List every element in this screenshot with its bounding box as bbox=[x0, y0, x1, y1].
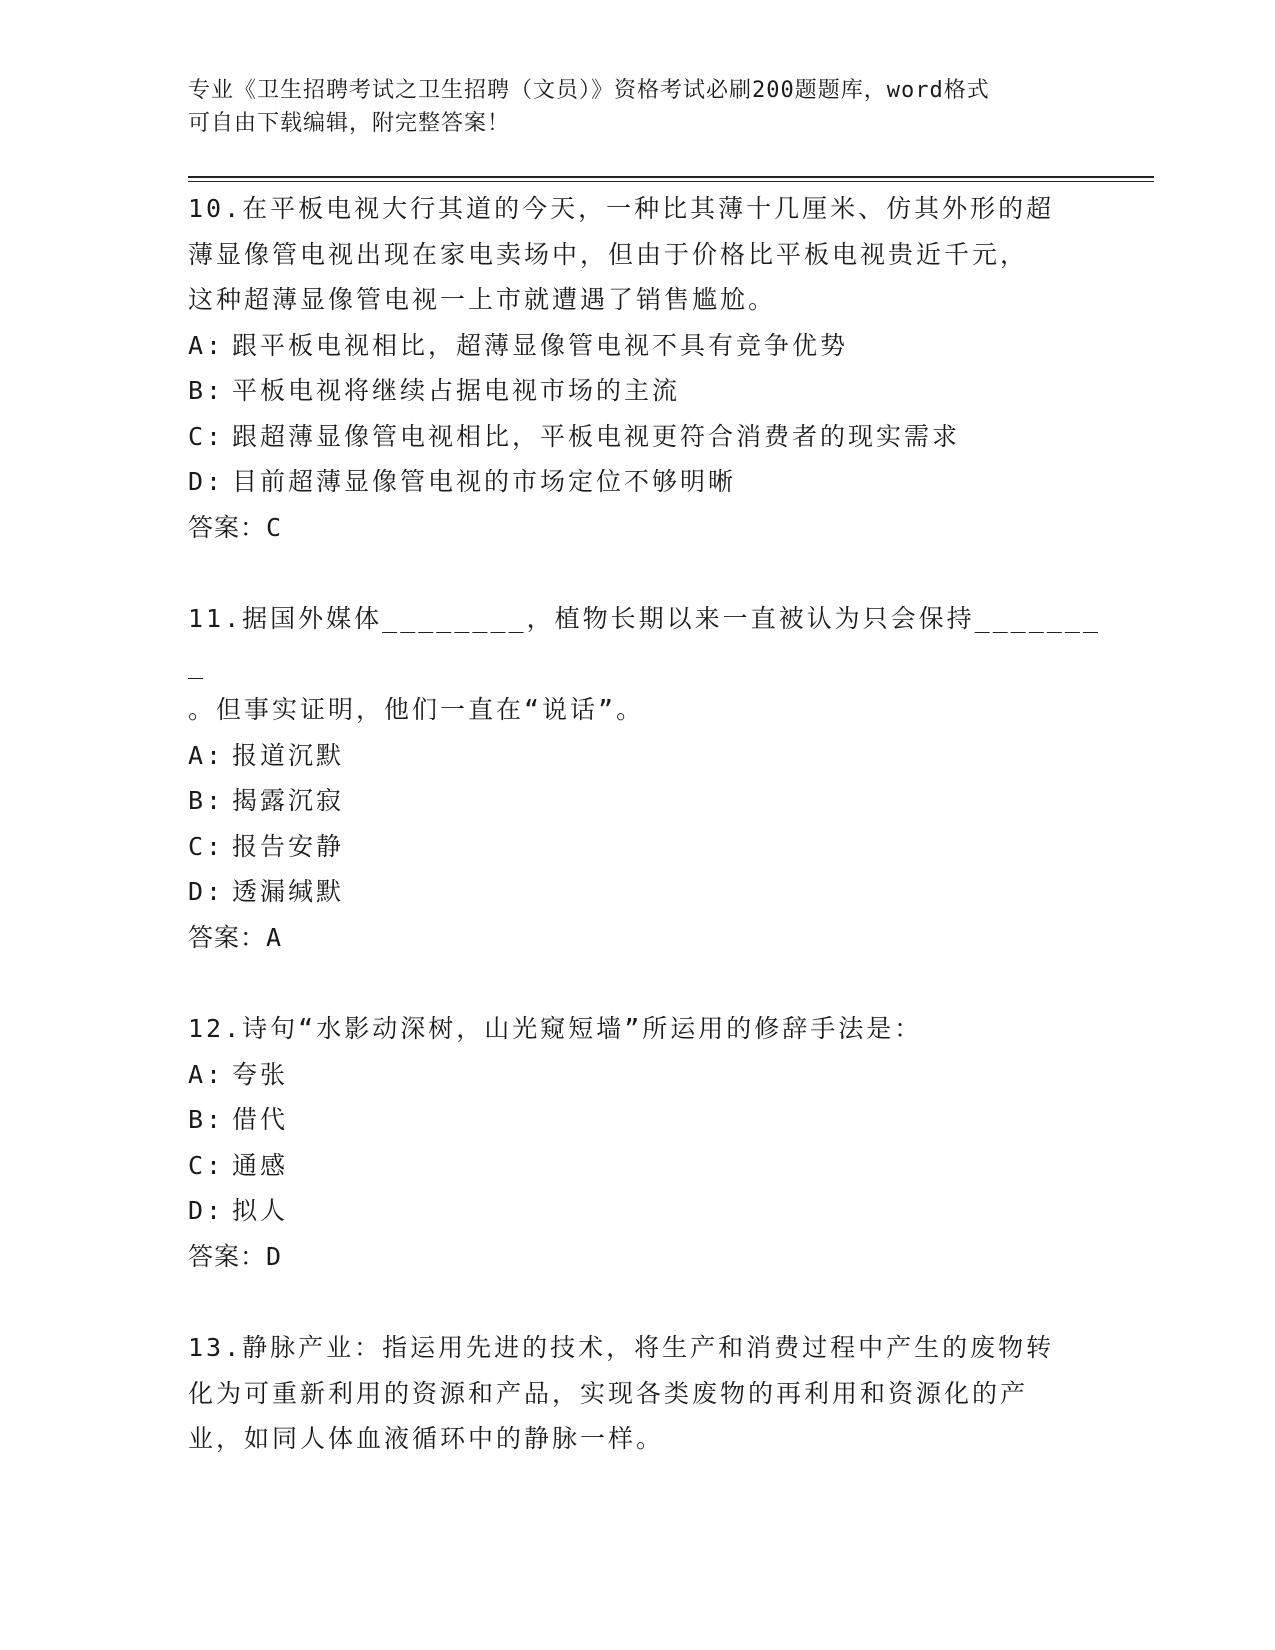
option-a bbox=[188, 1052, 1108, 1098]
option-key: D: bbox=[188, 877, 225, 906]
option-c bbox=[188, 824, 1108, 870]
option-text: 报道沉默 bbox=[232, 740, 345, 770]
question-stem bbox=[188, 186, 1108, 323]
option-b bbox=[188, 368, 1108, 414]
option-key: B: bbox=[188, 786, 225, 815]
question-stem bbox=[188, 596, 1108, 733]
option-a bbox=[188, 733, 1108, 779]
question-13 bbox=[188, 1325, 1108, 1462]
answer-line: 答案：A bbox=[188, 922, 283, 952]
option-text: 跟超薄显像管电视相比，平板电视更符合消费者的现实需求 bbox=[232, 421, 961, 451]
option-text: 拟人 bbox=[232, 1196, 289, 1225]
question-spacer bbox=[188, 1279, 1108, 1325]
question-10 bbox=[188, 186, 1108, 550]
option-text: 揭露沉寂 bbox=[232, 786, 345, 815]
option-key: B: bbox=[188, 376, 225, 405]
option-text: 平板电视将继续占据电视市场的主流 bbox=[232, 376, 681, 405]
header-line-2: 可自由下载编辑，附完整答案！ bbox=[188, 111, 511, 136]
question-11 bbox=[188, 596, 1108, 960]
option-text: 夸张 bbox=[232, 1059, 289, 1089]
answer-line: 答案：D bbox=[188, 1241, 283, 1271]
option-key: C: bbox=[188, 1150, 225, 1180]
option-text: 目前超薄显像管电视的市场定位不够明晰 bbox=[232, 467, 737, 496]
option-key: A: bbox=[188, 740, 225, 770]
option-text: 借代 bbox=[232, 1105, 289, 1134]
question-stem bbox=[188, 1325, 1108, 1462]
option-d bbox=[188, 459, 1108, 505]
question-stem bbox=[188, 1006, 1108, 1052]
option-text: 跟平板电视相比，超薄显像管电视不具有竞争优势 bbox=[232, 330, 849, 360]
stem-line: 这种超薄显像管电视一上市就遭遇了销售尴尬。 bbox=[188, 285, 777, 314]
question-list bbox=[188, 186, 1108, 1462]
stem-line: 薄显像管电视出现在家电卖场中，但由于价格比平板电视贵近千元， bbox=[188, 239, 1029, 269]
answer-line: 答案：C bbox=[188, 512, 283, 542]
option-c bbox=[188, 414, 1108, 460]
option-text: 透漏缄默 bbox=[232, 877, 345, 906]
option-key: A: bbox=[188, 1059, 225, 1089]
option-d bbox=[188, 1188, 1108, 1234]
stem-line: 13.静脉产业：指运用先进的技术，将生产和消费过程中产生的废物转 bbox=[188, 1333, 1055, 1362]
option-text: 通感 bbox=[232, 1150, 289, 1180]
stem-line: 业，如同人体血液循环中的静脉一样。 bbox=[188, 1424, 665, 1453]
option-key: B: bbox=[188, 1105, 225, 1134]
option-d bbox=[188, 869, 1108, 915]
option-key: D: bbox=[188, 1196, 225, 1225]
option-key: C: bbox=[188, 421, 225, 451]
option-b bbox=[188, 778, 1108, 824]
option-key: D: bbox=[188, 467, 225, 496]
stem-line: 11.据国外媒体________，植物长期以来一直被认为只会保持________ bbox=[188, 604, 1101, 679]
header-line-1: 专业《卫生招聘考试之卫生招聘（文员）》资格考试必刷200题题库，word格式 bbox=[188, 78, 990, 103]
question-spacer bbox=[188, 960, 1108, 1006]
option-text: 报告安静 bbox=[232, 831, 345, 861]
option-key: C: bbox=[188, 831, 225, 861]
header-divider bbox=[188, 176, 1154, 182]
stem-line: 。但事实证明，他们一直在“说话”。 bbox=[188, 695, 645, 724]
question-spacer bbox=[188, 550, 1108, 596]
question-12 bbox=[188, 1006, 1108, 1279]
option-key: A: bbox=[188, 330, 225, 360]
option-b bbox=[188, 1097, 1108, 1143]
option-c bbox=[188, 1143, 1108, 1189]
page-header bbox=[188, 74, 1088, 140]
stem-line: 12.诗句“水影动深树，山光窥短墙”所运用的修辞手法是： bbox=[188, 1014, 923, 1043]
stem-line: 化为可重新利用的资源和产品，实现各类废物的再利用和资源化的产 bbox=[188, 1378, 1029, 1408]
option-a bbox=[188, 323, 1108, 369]
stem-line: 10.在平板电视大行其道的今天，一种比其薄十几厘米、仿其外形的超 bbox=[188, 194, 1055, 223]
